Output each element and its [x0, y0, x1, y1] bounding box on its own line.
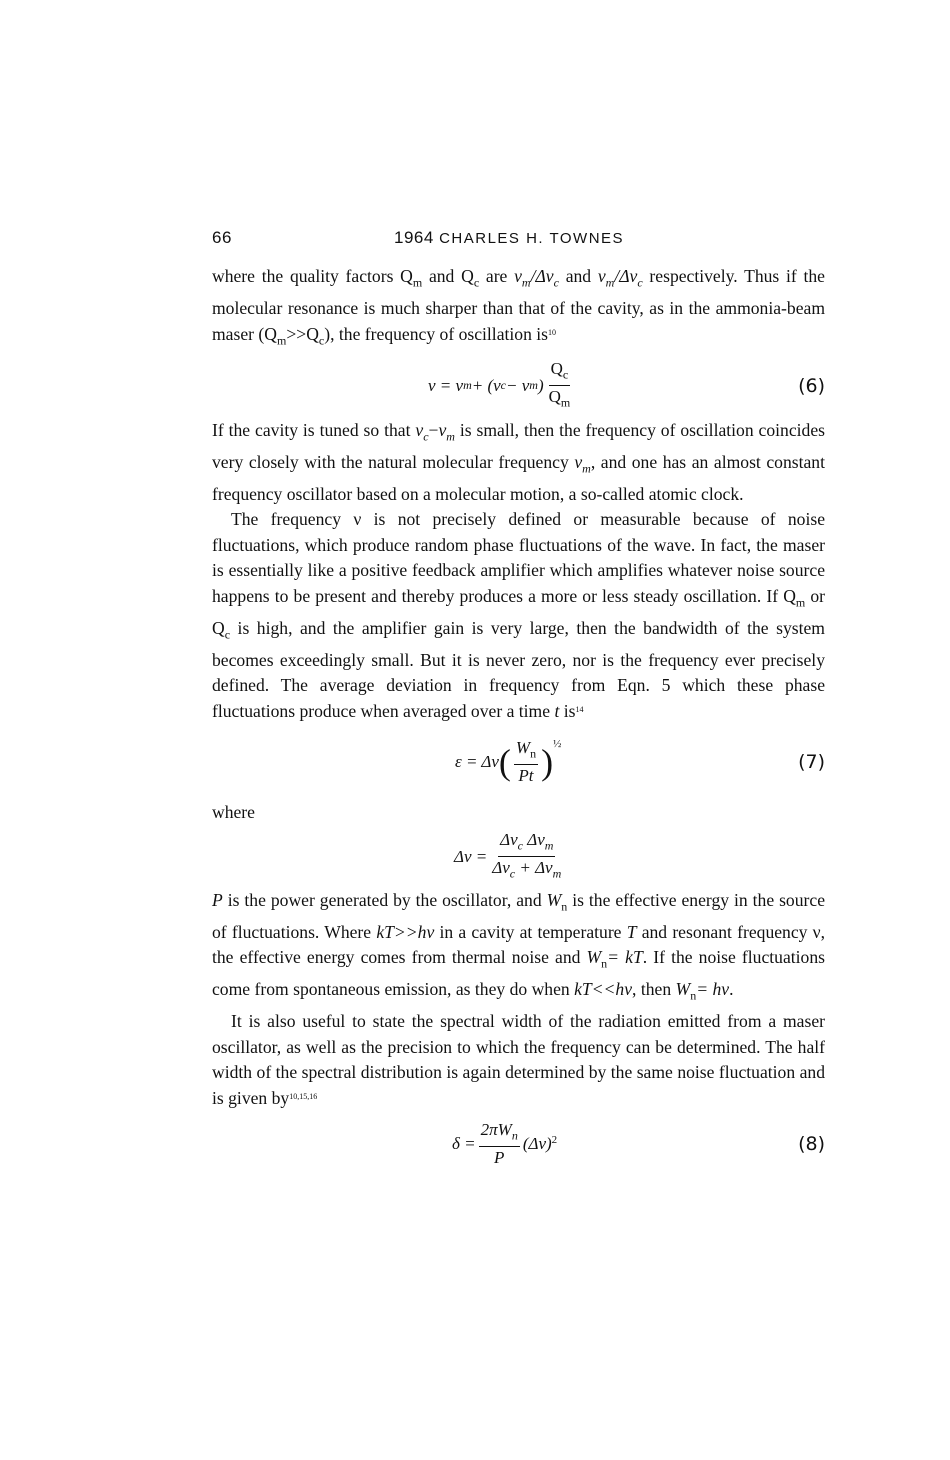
- paragraph-quality-factors: where the quality factors $Q_m$ and $Q_c$ are $\nu_m/\Delta\nu_c$ and $\nu_m/\Delta\nu_c$ respectively. Thus if the molecular resonance is much sharper than that of the cavity, as in the ammonia-beam maser $(Q_m>>Q_c)$, the frequency of oscillation is$^{10}$: [212, 266, 825, 348]
- equation-number-6: (6): [798, 374, 825, 397]
- equation-7: ε = Δν ( $\frac{W_n}{Pt}$ ) ½ (7): [455, 737, 825, 786]
- header-year: 1964: [394, 228, 434, 247]
- eq8-fraction: $\frac{2\pi W_n}{P}$: [480, 1119, 518, 1168]
- eq6-fraction: $\frac{Q_c}{Q_m}$: [548, 358, 571, 410]
- paragraph-spectral-width: It is also useful to state the spectral width of the radiation emitted from a maser oscillator, as well as the precision to which the frequency can be determined. The half width of the spectral distribution is again determined by the same noise fluctuation and is given by$^{10,15,16}$: [212, 1011, 825, 1108]
- page-number: 66: [212, 228, 232, 247]
- equation-number-8: (8): [798, 1133, 825, 1156]
- running-title: [394, 228, 624, 248]
- equation-number-7: (7): [798, 751, 825, 774]
- running-header: [212, 228, 825, 250]
- eq-dv-fraction: $\frac{\Delta\nu_c \Delta\nu_m}{\Delta\nu_c + \Delta\nu_m}$: [492, 829, 562, 881]
- header-author: CHARLES H. TOWNES: [439, 230, 625, 247]
- equation-6: ν = ν m + (ν c − ν m ) $\frac{Q_c}{Q_m}$ (6): [212, 354, 825, 418]
- equation-delta-nu: Δν = $\frac{\Delta\nu_c \Delta\nu_m}{\Delta\nu_c + \Delta\nu_m}$: [212, 826, 825, 888]
- paragraph-power-generated: P is the power generated by the oscillator, and $W_n$ is the effective energy in the source of fluctuations. Where kT>>hv in a cavity at temperature T and resonant frequency ν, the effective energy comes from thermal noise and $W_n=$ kT. If the noise fluctuations come from spontaneous emission, as they do when kT<<hv, then $W_n=$ hv.: [212, 889, 826, 1003]
- equation-8: δ = $\frac{2\pi W_n}{P}$ (Δν) 2 (8): [452, 1119, 825, 1168]
- paragraph-noise-fluctuations: The frequency ν is not precisely defined or measurable because of noise fluctuations, which produce random phase fluctuations of the wave. In fact, the maser is essentially like a positive feedback amplifier which amplifies whatever noise source happens to be present and thereby produces a more or less steady oscillation. If $Q_m$ or $Q_c$ is high, and the amplifier gain is very large, then the bandwidth of the system becomes exceedingly small. But it is never zero, nor is the frequency ever precisely defined. The average deviation in frequency from Eqn. 5 which these phase fluctuations produce when averaged over a time t is$^{14}$: [212, 509, 826, 721]
- reference-mark: 10,15,16: [289, 1091, 318, 1101]
- reference-mark: 10: [548, 327, 557, 337]
- reference-mark: 14: [575, 704, 584, 714]
- eq7-fraction: $\frac{W_n}{Pt}$: [515, 737, 537, 786]
- page-body: [212, 228, 825, 1177]
- paragraph-where: where: [212, 802, 255, 823]
- paragraph-cavity-tuned: If the cavity is tuned so that $\nu_c-\nu_m$ is small, then the frequency of oscillation coincides very closely with the natural molecular frequency $\nu_m$, and one has an almost constant frequency oscillator based on a molecular motion, a so-called atomic clock.: [212, 419, 825, 504]
